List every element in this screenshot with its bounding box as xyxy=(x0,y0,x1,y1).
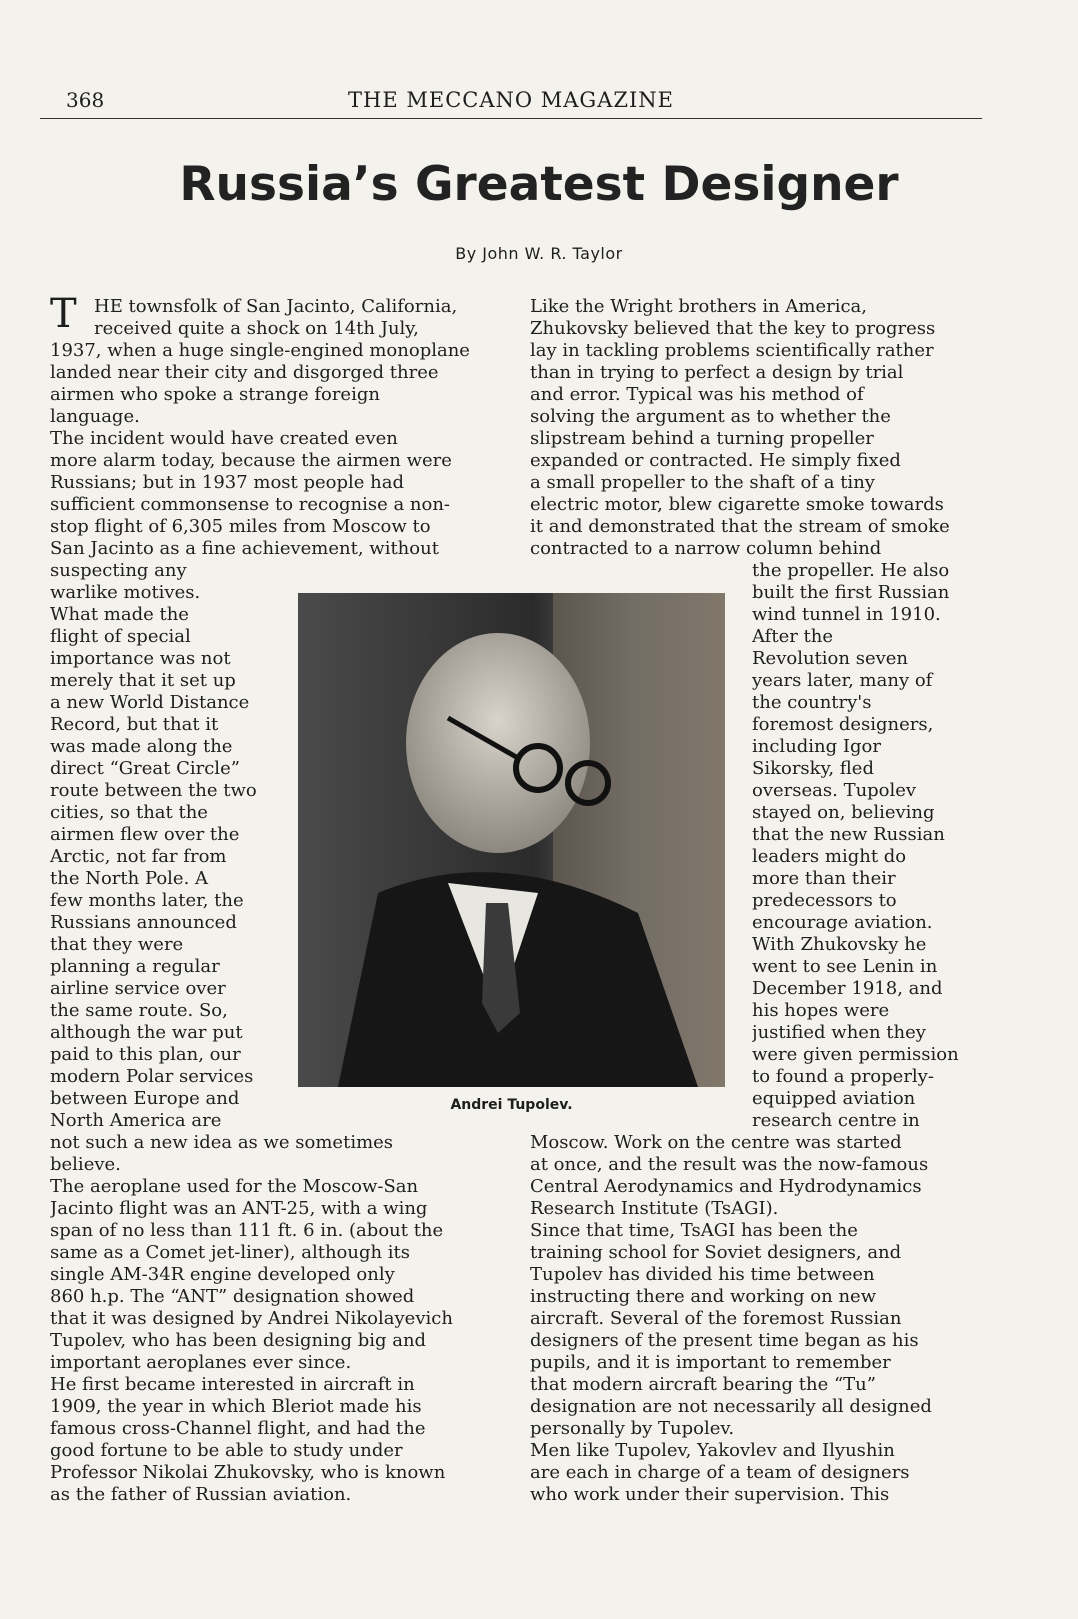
text-line: years later, many of xyxy=(752,670,933,691)
text-line: merely that it set up xyxy=(50,670,236,691)
text-line: He first became interested in aircraft in xyxy=(50,1374,415,1395)
text-line: a small propeller to the shaft of a tiny xyxy=(530,472,875,493)
left-column-top xyxy=(50,291,488,560)
text-line: Zhukovsky believed that the key to progress xyxy=(530,318,936,339)
text-line: Revolution seven xyxy=(752,648,909,669)
text-line: language. xyxy=(50,406,140,427)
text-line: good fortune to be able to study under xyxy=(50,1440,403,1461)
text-line: and error. Typical was his method of xyxy=(530,384,864,405)
text-line: stayed on, believing xyxy=(752,802,935,823)
text-line: were given permission xyxy=(752,1044,959,1065)
text-line: more alarm today, because the airmen were xyxy=(50,450,452,471)
text-line: built the first Russian xyxy=(752,582,950,603)
text-line: that modern aircraft bearing the “Tu” xyxy=(530,1374,876,1395)
text-line: as the father of Russian aviation. xyxy=(50,1484,352,1505)
text-line: pupils, and it is important to remember xyxy=(530,1352,891,1373)
text-line: who work under their supervision. This xyxy=(530,1484,890,1505)
portrait-illustration xyxy=(298,593,725,1087)
text-line: overseas. Tupolev xyxy=(752,780,917,801)
portrait-photo xyxy=(298,593,725,1087)
text-line: Men like Tupolev, Yakovlev and Ilyushin xyxy=(530,1440,895,1461)
text-line: The aeroplane used for the Moscow-San xyxy=(50,1176,419,1197)
text-line: between Europe and xyxy=(50,1088,240,1109)
text-line: solving the argument as to whether the xyxy=(530,406,891,427)
text-line: Arctic, not far from xyxy=(50,846,227,867)
text-line: landed near their city and disgorged three xyxy=(50,362,439,383)
text-line: suspecting any xyxy=(50,560,187,581)
text-line: not such a new idea as we sometimes xyxy=(50,1132,394,1153)
text-line: his hopes were xyxy=(752,1000,890,1021)
text-line: although the war put xyxy=(50,1022,243,1043)
text-line: airmen flew over the xyxy=(50,824,240,845)
text-line: 860 h.p. The “ANT” designation showed xyxy=(50,1286,415,1307)
text-line: research centre in xyxy=(752,1110,920,1131)
text-line: What made the xyxy=(50,604,189,625)
text-line: Since that time, TsAGI has been the xyxy=(530,1220,858,1241)
text-line: direct “Great Circle” xyxy=(50,758,240,779)
text-line: 1937, when a huge single-engined monoplane xyxy=(50,340,470,361)
text-line: cities, so that the xyxy=(50,802,208,823)
text-line: 1909, the year in which Bleriot made his xyxy=(50,1396,422,1417)
text-line: that the new Russian xyxy=(752,824,945,845)
text-line: HE townsfolk of San Jacinto, California, xyxy=(94,296,458,317)
text-line: The incident would have created even xyxy=(50,428,398,449)
text-line: warlike motives. xyxy=(50,582,201,603)
page-number: 368 xyxy=(66,88,105,112)
text-line: it and demonstrated that the stream of smoke xyxy=(530,516,950,537)
text-line: airmen who spoke a strange foreign xyxy=(50,384,380,405)
left-column-narrow xyxy=(50,560,268,1132)
right-column-bottom xyxy=(530,1132,972,1506)
drop-cap: T xyxy=(50,291,77,337)
text-line: aircraft. Several of the foremost Russian xyxy=(530,1308,902,1329)
right-column-top xyxy=(530,296,970,560)
text-line: predecessors to xyxy=(752,890,897,911)
text-line: Russians announced xyxy=(50,912,237,933)
text-line: that it was designed by Andrei Nikolayevich xyxy=(50,1308,453,1329)
text-line: the propeller. He also xyxy=(752,560,950,581)
text-line: Central Aerodynamics and Hydrodynamics xyxy=(530,1176,922,1197)
text-line: Tupolev, who has been designing big and xyxy=(50,1330,427,1351)
text-line: paid to this plan, our xyxy=(50,1044,241,1065)
text-line: designation are not necessarily all designed xyxy=(530,1396,932,1417)
page-header xyxy=(40,80,982,119)
text-line: are each in charge of a team of designers xyxy=(530,1462,910,1483)
text-line: North America are xyxy=(50,1110,222,1131)
text-line: Record, but that it xyxy=(50,714,219,735)
text-line: route between the two xyxy=(50,780,257,801)
text-line: Russians; but in 1937 most people had xyxy=(50,472,405,493)
text-line: sufficient commonsense to recognise a non- xyxy=(50,494,450,515)
text-line: that they were xyxy=(50,934,184,955)
text-line: Professor Nikolai Zhukovsky, who is known xyxy=(50,1462,446,1483)
text-line: the North Pole. A xyxy=(50,868,209,889)
magazine-title: THE MECCANO MAGAZINE xyxy=(348,88,674,112)
article-byline: By John W. R. Taylor xyxy=(455,244,623,263)
text-line: justified when they xyxy=(752,1022,926,1043)
text-line: a new World Distance xyxy=(50,692,250,713)
text-line: foremost designers, xyxy=(752,714,934,735)
text-line: planning a regular xyxy=(50,956,220,977)
text-line: at once, and the result was the now-famous xyxy=(530,1154,929,1175)
text-line: electric motor, blew cigarette smoke towards xyxy=(530,494,944,515)
text-line: to found a properly- xyxy=(752,1066,934,1087)
text-line: slipstream behind a turning propeller xyxy=(530,428,874,449)
text-line: flight of special xyxy=(50,626,191,647)
text-line: Jacinto flight was an ANT-25, with a wing xyxy=(50,1198,428,1219)
text-line: received quite a shock on 14th July, xyxy=(94,318,419,339)
text-line: Research Institute (TsAGI). xyxy=(530,1198,779,1219)
left-column-bottom xyxy=(50,1132,492,1506)
text-line: important aeroplanes ever since. xyxy=(50,1352,352,1373)
text-line: importance was not xyxy=(50,648,231,669)
right-column-narrow xyxy=(752,560,970,1132)
text-line: training school for Soviet designers, and xyxy=(530,1242,902,1263)
text-line: believe. xyxy=(50,1154,121,1175)
text-line: personally by Tupolev. xyxy=(530,1418,735,1439)
text-line: was made along the xyxy=(50,736,233,757)
text-line: Moscow. Work on the centre was started xyxy=(530,1132,902,1153)
text-line: few months later, the xyxy=(50,890,244,911)
text-line: span of no less than 111 ft. 6 in. (about the xyxy=(50,1220,444,1241)
text-line: Sikorsky, fled xyxy=(752,758,874,779)
text-line: stop flight of 6,305 miles from Moscow to xyxy=(50,516,431,537)
text-line: same as a Comet jet-liner), although its xyxy=(50,1242,411,1263)
text-line: famous cross-Channel flight, and had the xyxy=(50,1418,426,1439)
text-line: wind tunnel in 1910. xyxy=(752,604,941,625)
text-line: contracted to a narrow column behind xyxy=(530,538,882,559)
text-line: than in trying to perfect a design by trial xyxy=(530,362,904,383)
article-title: Russia’s Greatest Designer xyxy=(179,157,899,212)
text-line: designers of the present time began as his xyxy=(530,1330,919,1351)
text-line: went to see Lenin in xyxy=(752,956,938,977)
text-line: airline service over xyxy=(50,978,226,999)
text-line: instructing there and working on new xyxy=(530,1286,877,1307)
photo-caption: Andrei Tupolev. xyxy=(450,1097,573,1113)
text-line: equipped aviation xyxy=(752,1088,916,1109)
text-line: expanded or contracted. He simply fixed xyxy=(530,450,901,471)
text-line: encourage aviation. xyxy=(752,912,933,933)
text-line: After the xyxy=(752,626,834,647)
text-line: lay in tackling problems scientifically rather xyxy=(530,340,934,361)
text-line: Like the Wright brothers in America, xyxy=(530,296,868,317)
text-line: December 1918, and xyxy=(752,978,943,999)
text-line: the same route. So, xyxy=(50,1000,228,1021)
text-line: modern Polar services xyxy=(50,1066,254,1087)
text-line: more than their xyxy=(752,868,896,889)
text-line: the country's xyxy=(752,692,872,713)
text-line: With Zhukovsky he xyxy=(752,934,927,955)
text-line: Tupolev has divided his time between xyxy=(530,1264,875,1285)
text-line: leaders might do xyxy=(752,846,907,867)
text-line: San Jacinto as a fine achievement, without xyxy=(50,538,439,559)
text-line: single AM-34R engine developed only xyxy=(50,1264,395,1285)
text-line: including Igor xyxy=(752,736,881,757)
